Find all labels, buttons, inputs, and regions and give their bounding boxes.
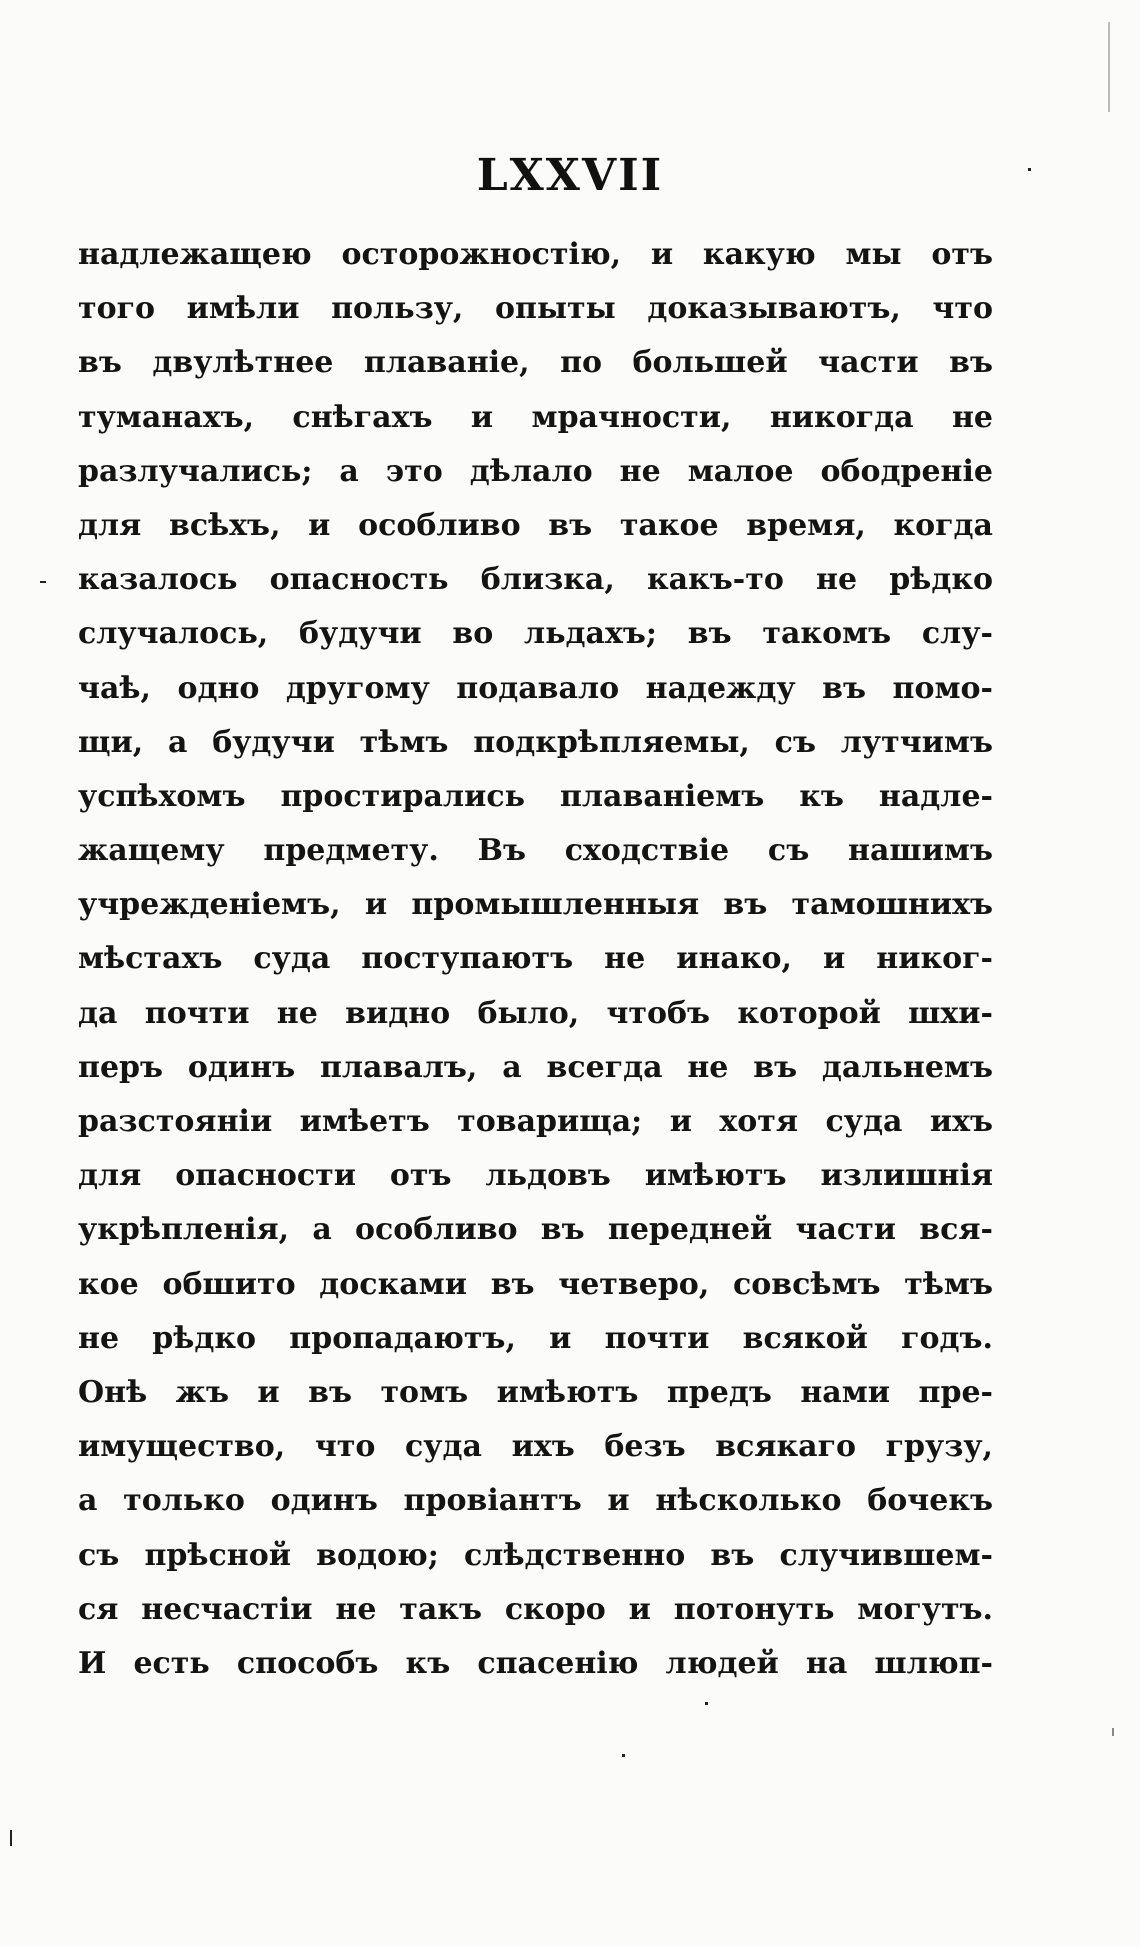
text-line: ся несчастіи не такъ скоро и потонуть могутъ. <box>78 1591 993 1627</box>
scan-speck <box>622 1754 625 1757</box>
text-line: имущество, что суда ихъ безъ всякаго грузу, <box>78 1429 993 1465</box>
text-line: того имѣли пользу, опыты доказываютъ, что <box>78 291 993 327</box>
text-line: учрежденіемъ, и промышленныя въ тамошнихъ <box>78 887 993 923</box>
text-line: разлучались; а это дѣлало не малое ободреніе <box>78 453 993 489</box>
text-line: кое обшито досками въ четверо, совсѣмъ тѣмъ <box>78 1266 993 1302</box>
text-line: да почти не видно было, чтобъ которой шхи- <box>78 995 993 1031</box>
text-line: для всѣхъ, и особливо въ такое время, когда <box>78 507 993 543</box>
text-line: не рѣдко пропадаютъ, и почти всякой годъ. <box>78 1320 993 1356</box>
text-line: жащему предмету. Въ сходствіе съ нашимъ <box>78 833 993 869</box>
scan-speck <box>1108 22 1110 112</box>
text-line: съ прѣсной водою; слѣдственно въ случившем- <box>78 1537 993 1573</box>
text-line: для опасности отъ льдовъ имѣютъ излишнія <box>78 1158 993 1194</box>
scan-speck <box>10 1830 12 1846</box>
text-line: щи, а будучи тѣмъ подкрѣпляемы, съ лутчимъ <box>78 724 993 760</box>
text-line: казалось опасность близка, какъ-то не рѣдко <box>78 562 993 598</box>
text-line: случалось, будучи во льдахъ; въ такомъ слу- <box>78 616 993 652</box>
text-line: Онѣ жъ и въ томъ имѣютъ предъ нами пре- <box>78 1374 993 1410</box>
text-line: И есть способъ къ спасенію людей на шлюп- <box>78 1645 993 1681</box>
scan-speck <box>1112 1728 1114 1736</box>
scan-speck <box>1028 168 1031 171</box>
page-number: LXXVII <box>476 150 664 201</box>
text-line: мѣстахъ суда поступаютъ не инако, и никог- <box>78 941 993 977</box>
scan-speck <box>705 1702 708 1705</box>
scan-speck <box>40 581 46 583</box>
text-line: въ двулѣтнее плаваніе, по большей части въ <box>78 345 993 381</box>
text-line: перъ одинъ плавалъ, а всегда не въ дальнемъ <box>78 1049 993 1085</box>
text-line: укрѣпленія, а особливо въ передней части вся- <box>78 1212 993 1248</box>
text-line: а только одинъ провіантъ и нѣсколько бочекъ <box>78 1483 993 1519</box>
text-line: чаѣ, одно другому подавало надежду въ помо- <box>78 670 993 706</box>
text-line: надлежащею осторожностію, и какую мы отъ <box>78 237 993 272</box>
text-line: успѣхомъ простирались плаваніемъ къ надле- <box>78 778 993 814</box>
body-text <box>78 228 993 1691</box>
text-line: разстояніи имѣетъ товарища; и хотя суда ихъ <box>78 1104 993 1139</box>
text-line: туманахъ, снѣгахъ и мрачности, никогда не <box>78 399 993 435</box>
